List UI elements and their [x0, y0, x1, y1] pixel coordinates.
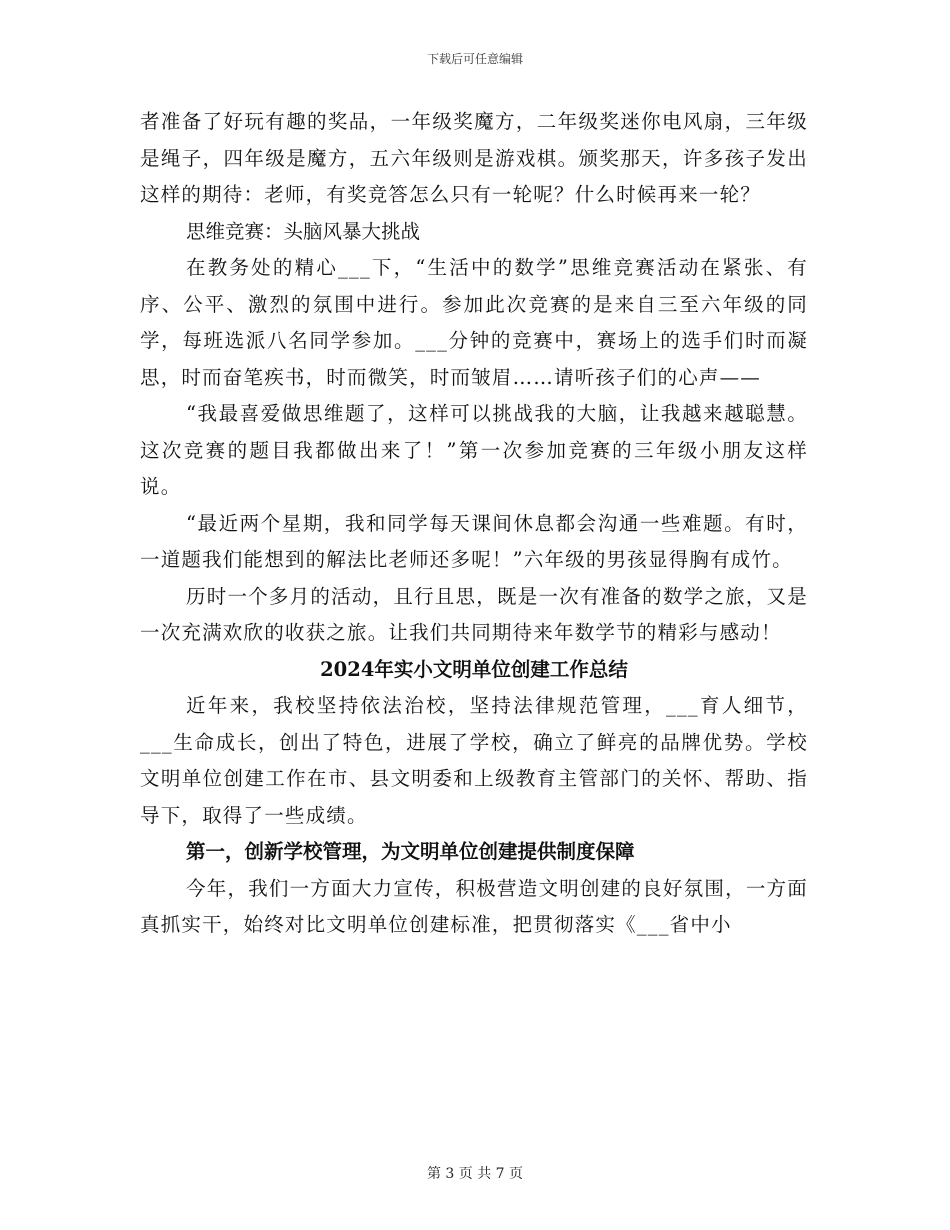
section-title: 2024年实小文明单位创建工作总结 [320, 657, 628, 681]
paragraph-contest: 在教务处的精心___下，“生活中的数学”思维竞赛活动在紧张、有序、公平、激烈的氛围中进行。参加此次竞赛的是来自三至六年级的同学，每班选派八名同学参加。___分钟的竞赛中，赛场上的选手们时而凝思，时而奋笔疾书，时而微笑，时而皱眉……请听孩子们的心声—— [140, 256, 808, 389]
paragraph-intro: 近年来，我校坚持依法治校，坚持法律规范管理，___育人细节，___生命成长，创出了特色，进展了学校，确立了鲜亮的品牌优势。学校文明单位创建工作在市、县文明委和上级教育主管部门的关怀、帮助、指导下，取得了一些成绩。 [140, 694, 808, 827]
page-header: 下载后可任意编辑 [426, 52, 523, 66]
page-footer: 第 3 页 共 7 页 [426, 1166, 524, 1182]
paragraph-quote-grade6: “最近两个星期，我和同学每天课间休息都会沟通一些难题。有时，一道题我们能想到的解法比老师还多呢！”六年级的男孩显得胸有成竹。 [140, 511, 808, 571]
paragraph-management: 今年，我们一方面大力宣传，积极营造文明创建的良好氛围，一方面真抓实干，始终对比文明单位创建标准，把贯彻落实《___省中小 [140, 876, 808, 936]
heading-first: 第一，创新学校管理，为文明单位创建提供制度保障 [186, 840, 635, 863]
paragraph-conclusion: 历时一个多月的活动，且行且思，既是一次有准备的数学之旅，又是一次充满欢欣的收获之旅。让我们共同期待来年数学节的精彩与感动！ [140, 584, 808, 644]
document-body [140, 104, 808, 944]
paragraph-prizes: 者准备了好玩有趣的奖品，一年级奖魔方，二年级奖迷你电风扇，三年级是绳子，四年级是魔方，五六年级则是游戏棋。颁奖那天，许多孩子发出这样的期待：老师，有奖竞答怎么只有一轮呢？什么时候再来一轮？ [140, 110, 808, 206]
paragraph-quote-grade3: “我最喜爱做思维题了，这样可以挑战我的大脑，让我越来越聪慧。这次竞赛的题目我都做出来了！”第一次参加竞赛的三年级小朋友这样说。 [140, 402, 808, 498]
subheading-thinking-contest: 思维竞赛：头脑风暴大挑战 [186, 219, 421, 243]
